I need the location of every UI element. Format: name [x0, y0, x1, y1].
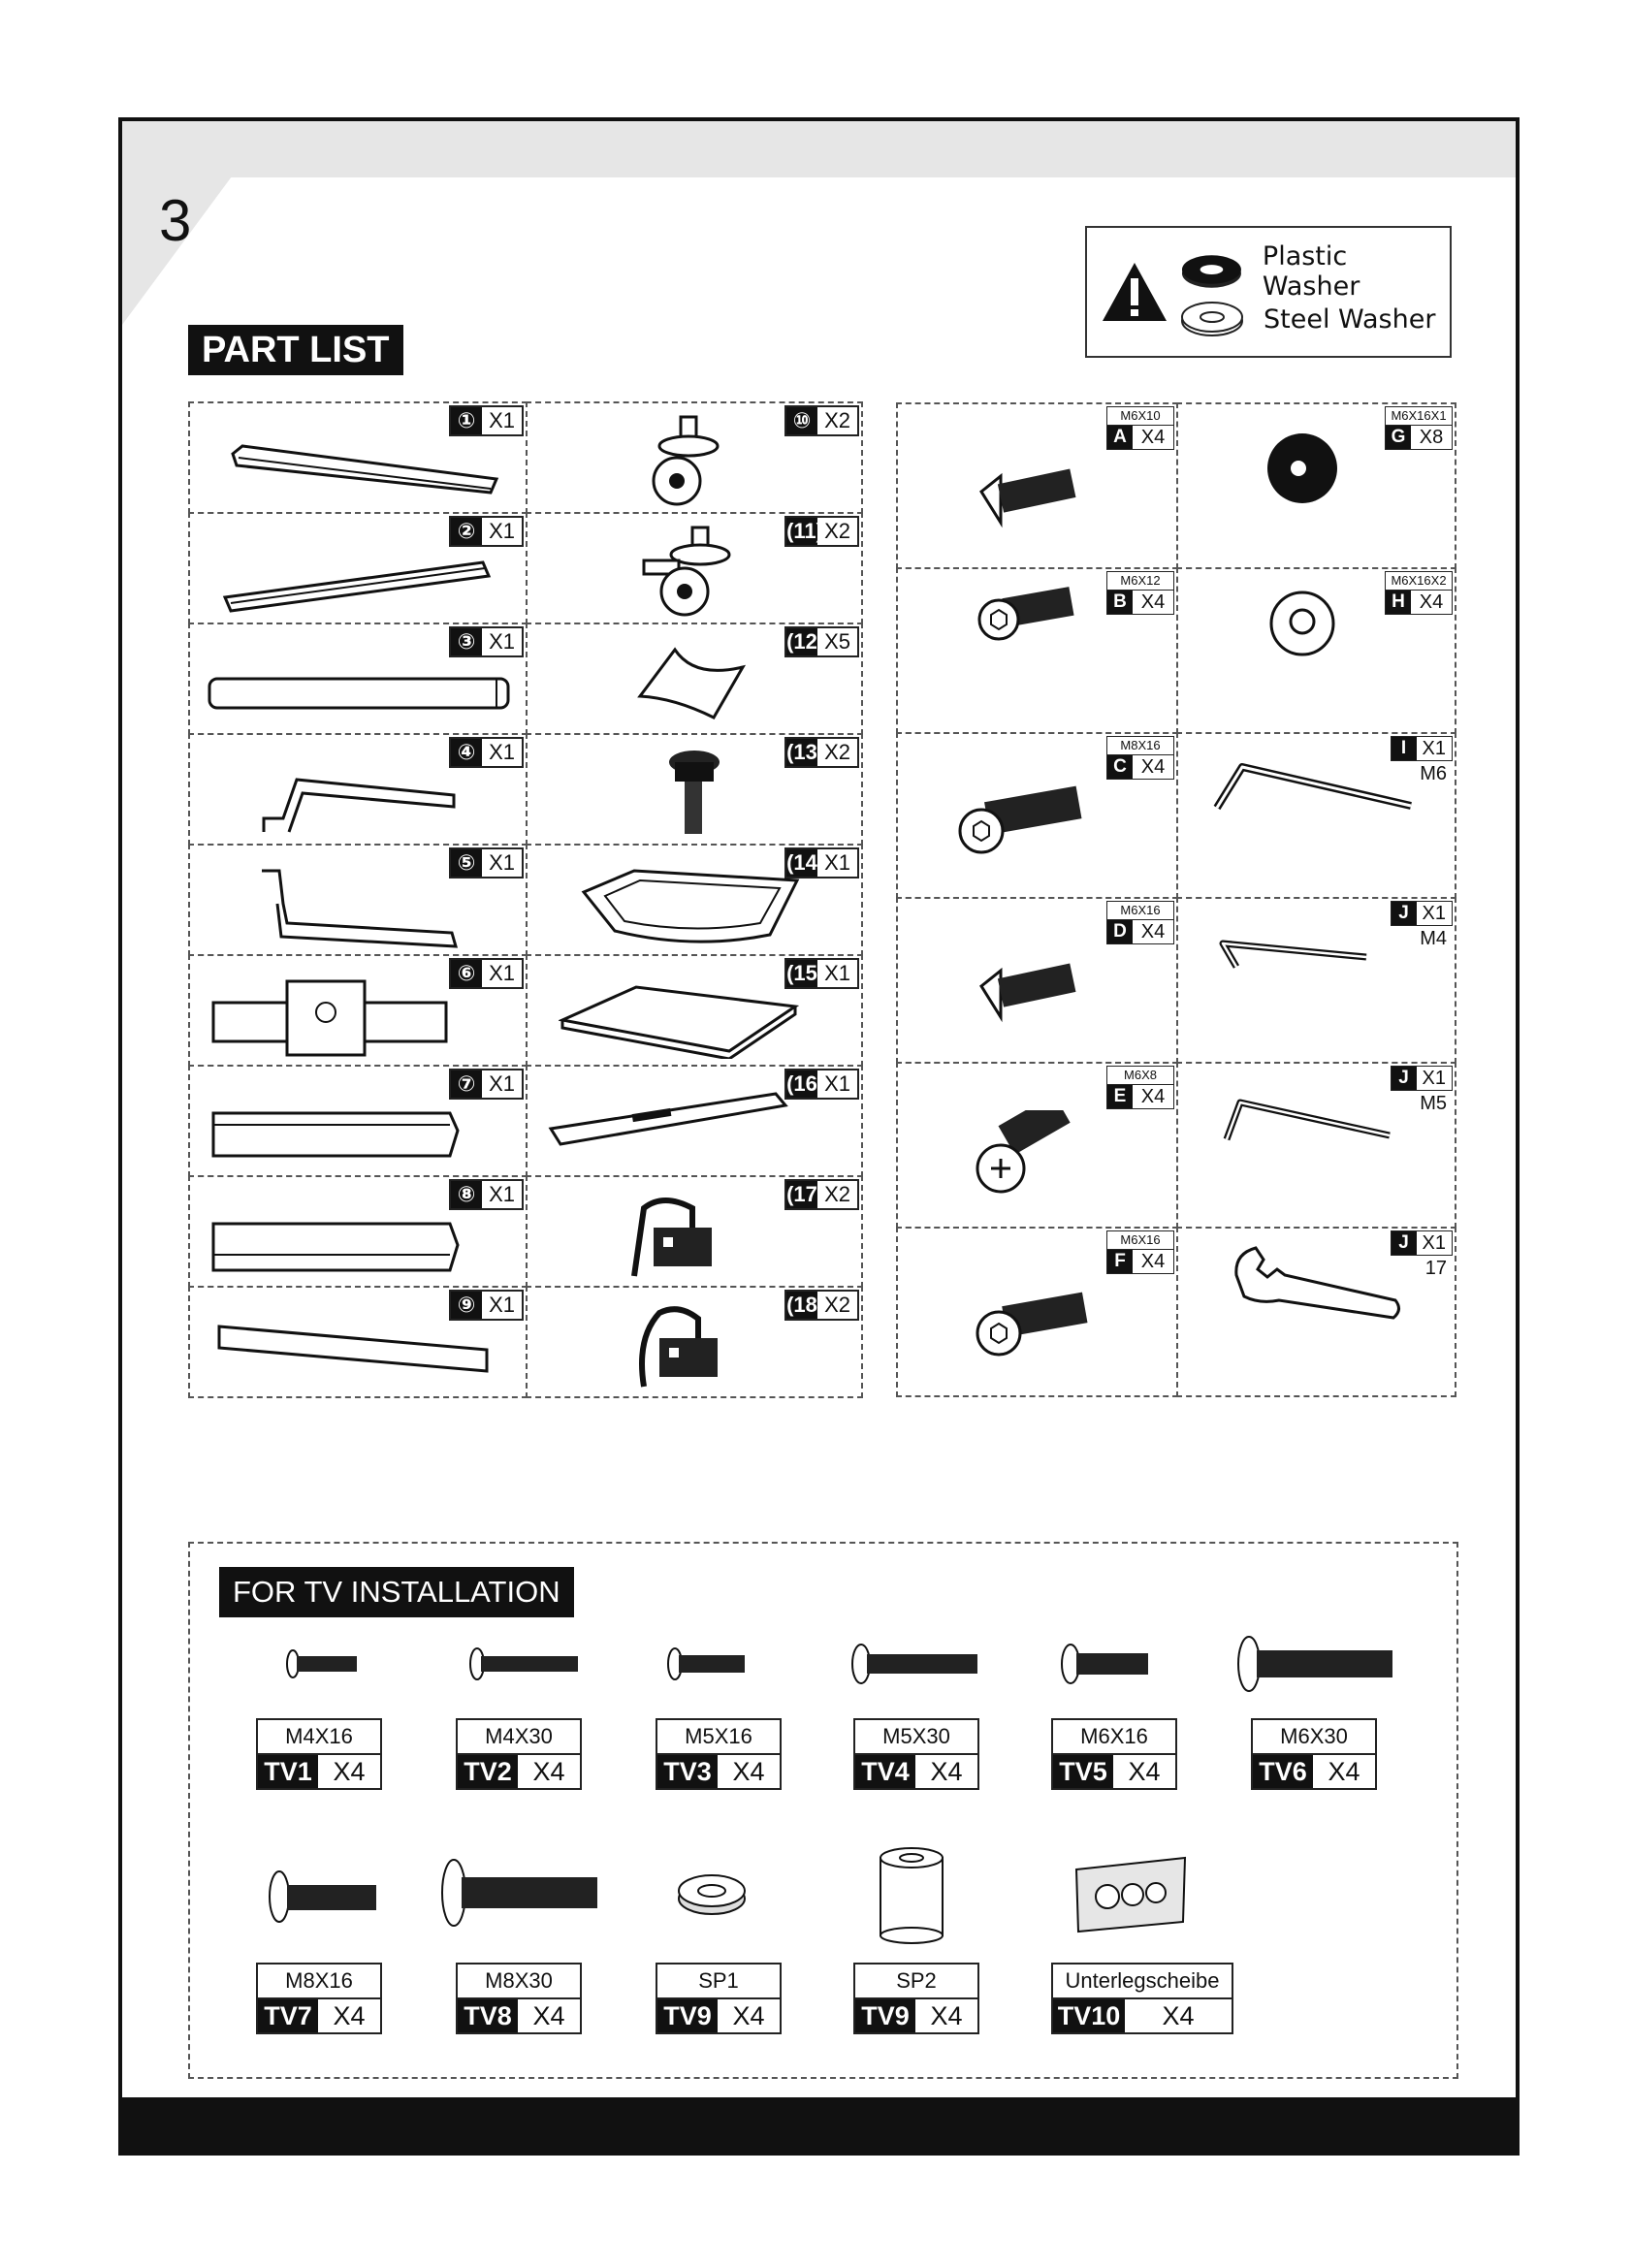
crossbar-icon	[215, 1323, 496, 1385]
tv-part-code: TV5	[1053, 1755, 1113, 1788]
part-qty: X1	[824, 850, 850, 875]
part-cell	[526, 954, 863, 1067]
tv-part-qty: X4	[1162, 2001, 1195, 2030]
hardware-tag	[1106, 571, 1174, 615]
part-tag	[784, 1179, 859, 1210]
tool-letter: J	[1392, 1067, 1417, 1090]
header-band	[122, 121, 1516, 177]
hardware-spec: M6X12	[1107, 572, 1173, 591]
part-grid-left	[188, 401, 863, 1396]
hardware-tag	[1385, 571, 1453, 615]
part-list-title: PART LIST	[188, 325, 403, 375]
part-tag	[784, 737, 859, 768]
tool-size: M6	[1420, 763, 1447, 784]
tv-part-spec: M6X30	[1251, 1718, 1377, 1753]
rail-bar-icon	[221, 549, 493, 626]
tv-screw-icon	[438, 1856, 603, 1930]
part-qty: X1	[489, 850, 515, 875]
page-number: 3	[159, 188, 192, 253]
part-qty: X2	[824, 1293, 850, 1317]
wrench-icon	[1231, 1240, 1405, 1327]
tv-part-label	[256, 1963, 382, 2034]
tv-part-label	[456, 1718, 582, 1790]
hardware-letter: H	[1386, 591, 1411, 614]
steel-washer-icon	[1180, 300, 1244, 338]
hardware-qty: X4	[1419, 591, 1444, 613]
part-tag	[449, 737, 524, 768]
tv-part-code: TV3	[657, 1755, 718, 1788]
tv-screw-icon	[1057, 1641, 1154, 1687]
plastic-washer-icon	[1264, 430, 1341, 507]
cable-clip-icon	[636, 640, 752, 723]
hex-key-icon	[1217, 918, 1372, 976]
part-qty: X1	[489, 519, 515, 543]
hardware-qty: X4	[1140, 591, 1166, 613]
spacer-ring-icon	[675, 1869, 749, 1918]
part-qty: X1	[824, 961, 850, 985]
bracket-icon	[258, 865, 471, 952]
part-number: (12)	[786, 629, 825, 654]
tv-installation-title: FOR TV INSTALLATION	[219, 1567, 574, 1617]
hardware-spec: M6X8	[1107, 1067, 1173, 1085]
tv-screw-icon	[283, 1646, 361, 1681]
tv-part-label	[1051, 1718, 1177, 1790]
tray-icon	[576, 863, 809, 950]
tv-part-label	[1251, 1718, 1377, 1790]
part-tag	[449, 516, 524, 547]
part-qty: X1	[489, 1293, 515, 1317]
part-cell	[526, 1065, 863, 1177]
part-number: ⑦	[451, 1070, 482, 1098]
part-qty: X5	[824, 629, 850, 654]
plastic-washer-icon	[1180, 252, 1243, 291]
tool-qty: X1	[1422, 738, 1446, 759]
part-number: ②	[451, 518, 482, 545]
part-number: (17)	[786, 1182, 825, 1206]
perforated-arm-icon	[209, 1105, 462, 1167]
part-cell	[526, 733, 863, 846]
tv-part-code: TV8	[458, 1999, 518, 2032]
tv-part-label	[853, 1963, 979, 2034]
hardware-cell	[1176, 1227, 1456, 1397]
part-cell	[188, 1286, 528, 1398]
rail-bar-icon	[229, 432, 500, 510]
tool-size: 17	[1424, 1258, 1447, 1279]
part-tag	[449, 958, 524, 989]
part-tag	[784, 626, 859, 657]
part-tag	[784, 1069, 859, 1100]
part-cell	[526, 1175, 863, 1288]
tv-part-qty: X4	[732, 2001, 765, 2030]
tool-tag	[1391, 1066, 1453, 1115]
part-qty: X1	[489, 629, 515, 654]
hardware-letter: A	[1107, 426, 1133, 449]
locking-caster-icon	[640, 524, 747, 621]
tv-part-spec: M8X30	[456, 1963, 582, 1997]
page-corner	[122, 121, 272, 325]
hardware-letter: F	[1107, 1250, 1133, 1273]
tv-part-spec: M4X30	[456, 1718, 582, 1753]
plastic-washer-label: Plastic Washer	[1262, 241, 1360, 302]
part-number: ⑨	[451, 1292, 482, 1319]
part-tag	[449, 1069, 524, 1100]
part-tag	[449, 1290, 524, 1321]
part-qty: X2	[824, 408, 850, 432]
countersunk-screw-icon	[977, 957, 1084, 1025]
hardware-qty: X8	[1419, 427, 1444, 448]
part-cell	[188, 401, 528, 514]
tv-part-qty: X4	[333, 1757, 366, 1786]
hardware-letter: D	[1107, 920, 1133, 943]
part-qty: X1	[489, 408, 515, 432]
part-number: ④	[451, 739, 482, 766]
tool-tag	[1391, 901, 1453, 950]
part-cell	[188, 844, 528, 956]
part-number: ⑤	[451, 849, 482, 877]
tv-part-spec: Unterlegscheibe	[1051, 1963, 1233, 1997]
tv-part-qty: X4	[732, 1757, 765, 1786]
tv-part-label	[456, 1963, 582, 2034]
tool-qty: X1	[1422, 903, 1446, 924]
part-number: (14)	[786, 850, 825, 875]
tv-part-code: TV4	[855, 1755, 915, 1788]
tv-screw-icon	[848, 1641, 983, 1687]
hardware-spec: M6X16	[1107, 902, 1173, 920]
part-qty: X2	[824, 740, 850, 764]
hardware-cell	[896, 1227, 1178, 1397]
tv-part-label	[256, 1718, 382, 1790]
hardware-tag	[1106, 736, 1174, 780]
hex-key-icon	[1221, 1081, 1395, 1149]
thumb-screw-icon	[656, 745, 733, 842]
tool-qty: X1	[1422, 1232, 1446, 1254]
spacer-cylinder-icon	[875, 1844, 948, 1945]
hardware-spec: M6X10	[1107, 407, 1173, 426]
hardware-spec: M6X16X2	[1386, 572, 1452, 591]
mount-plate-icon	[209, 974, 452, 1065]
tv-part-code: TV1	[258, 1755, 318, 1788]
tube-icon	[206, 673, 516, 716]
part-cell	[188, 1065, 528, 1177]
tv-part-label	[853, 1718, 979, 1790]
tv-part-qty: X4	[532, 2001, 565, 2030]
part-number: ⑧	[451, 1181, 482, 1208]
warning-icon	[1101, 261, 1168, 323]
hardware-tag	[1106, 1066, 1174, 1109]
hardware-cell	[1176, 732, 1456, 899]
footer-bar	[122, 2097, 1516, 2152]
plastic-washer-row	[1180, 241, 1450, 302]
tool-letter: J	[1392, 1231, 1417, 1255]
tv-screw-icon	[465, 1645, 582, 1683]
part-qty: X1	[489, 1071, 515, 1096]
steel-washer-label: Steel Washer	[1264, 303, 1436, 335]
tool-letter: I	[1392, 737, 1417, 760]
tv-part-spec: SP2	[853, 1963, 979, 1997]
part-tag	[784, 405, 859, 436]
hardware-letter: B	[1107, 591, 1133, 614]
tv-part-label	[656, 1963, 782, 2034]
part-cell	[188, 954, 528, 1067]
part-tag	[784, 516, 859, 547]
steel-washer-row	[1180, 300, 1435, 338]
part-cell	[188, 512, 528, 624]
part-cell	[526, 512, 863, 624]
shelf-icon	[559, 977, 801, 1059]
tv-part-spec: M5X16	[656, 1718, 782, 1753]
phillips-screw-icon	[974, 1110, 1080, 1198]
tv-part-spec: M5X30	[853, 1718, 979, 1753]
part-number: ③	[451, 628, 482, 655]
washer-warning-box	[1085, 226, 1452, 358]
clamp-icon	[624, 1189, 731, 1286]
hardware-cell	[896, 567, 1178, 734]
tv-part-label	[656, 1718, 782, 1790]
hardware-qty: X4	[1140, 1086, 1166, 1107]
part-tag	[449, 626, 524, 657]
tv-installation-box	[188, 1542, 1458, 2079]
part-qty: X1	[824, 1071, 850, 1096]
tv-part-spec: M4X16	[256, 1718, 382, 1753]
part-cell	[526, 623, 863, 735]
part-number: ⑥	[451, 960, 482, 987]
hardware-letter: C	[1107, 755, 1133, 779]
hardware-qty: X4	[1140, 756, 1166, 778]
part-tag	[449, 1179, 524, 1210]
tv-screw-icon	[1233, 1633, 1398, 1695]
hardware-letter: G	[1386, 426, 1411, 449]
hardware-cell	[896, 897, 1178, 1064]
tv-part-qty: X4	[930, 2001, 963, 2030]
hardware-qty: X4	[1140, 921, 1166, 942]
part-number: (16)	[786, 1071, 825, 1096]
hardware-spec: M6X16X1	[1386, 407, 1452, 426]
washer-plate-icon	[1071, 1854, 1191, 1941]
hex-socket-bolt-icon	[976, 1287, 1092, 1364]
part-number: (18)	[786, 1293, 825, 1317]
part-cell	[526, 844, 863, 956]
part-cell	[526, 1286, 863, 1398]
hardware-cell	[1176, 567, 1456, 734]
part-number: ①	[451, 407, 482, 434]
hex-key-icon	[1213, 753, 1417, 821]
hardware-letter: E	[1107, 1085, 1133, 1108]
tv-part-qty: X4	[532, 1757, 565, 1786]
part-cell	[188, 733, 528, 846]
tv-part-label	[1051, 1963, 1233, 2034]
tv-screw-icon	[266, 1868, 382, 1926]
tool-size: M4	[1420, 928, 1447, 949]
tv-part-qty: X4	[930, 1757, 963, 1786]
clamp-icon	[630, 1299, 737, 1396]
part-number: (13)	[786, 740, 825, 764]
part-cell	[526, 401, 863, 514]
caster-wheel-icon	[644, 413, 741, 510]
part-qty: X1	[489, 1182, 515, 1206]
tv-part-code: TV2	[458, 1755, 518, 1788]
hardware-qty: X4	[1140, 427, 1166, 448]
steel-washer-icon	[1265, 589, 1339, 656]
tv-part-code: TV10	[1053, 1999, 1125, 2032]
hardware-cell	[896, 402, 1178, 569]
hex-socket-bolt-icon	[976, 581, 1082, 649]
hardware-tag	[1106, 1230, 1174, 1274]
flat-plate-icon	[547, 1090, 789, 1158]
tv-part-code: TV9	[657, 1999, 718, 2032]
tv-part-code: TV7	[258, 1999, 318, 2032]
tv-part-code: TV9	[855, 1999, 915, 2032]
hardware-spec: M8X16	[1107, 737, 1173, 755]
part-qty: X2	[824, 519, 850, 543]
part-number: (15)	[786, 961, 825, 985]
hardware-cell	[1176, 1062, 1456, 1229]
tv-part-qty: X4	[1128, 1757, 1161, 1786]
part-qty: X2	[824, 1182, 850, 1206]
part-number: (11)	[786, 519, 823, 543]
page-frame	[118, 117, 1520, 2156]
tv-part-qty: X4	[333, 2001, 366, 2030]
tv-part-spec: M6X16	[1051, 1718, 1177, 1753]
hex-socket-bolt-icon	[958, 783, 1084, 860]
tool-qty: X1	[1422, 1068, 1446, 1089]
tv-screw-icon	[663, 1645, 751, 1683]
tool-size: M5	[1420, 1093, 1447, 1114]
countersunk-screw-icon	[977, 463, 1084, 530]
part-qty: X1	[489, 961, 515, 985]
hardware-tag	[1106, 901, 1174, 944]
perforated-arm-icon	[209, 1216, 462, 1278]
part-qty: X1	[489, 740, 515, 764]
part-tag	[784, 1290, 859, 1321]
hardware-spec: M6X16	[1107, 1231, 1173, 1250]
hardware-tag	[1385, 406, 1453, 450]
hardware-qty: X4	[1140, 1251, 1166, 1272]
tv-part-spec: M8X16	[256, 1963, 382, 1997]
part-cell	[188, 623, 528, 735]
tv-part-qty: X4	[1328, 1757, 1360, 1786]
hardware-grid	[896, 402, 1456, 1397]
hardware-cell	[1176, 402, 1456, 569]
part-cell	[188, 1175, 528, 1288]
hardware-cell	[896, 1062, 1178, 1229]
part-number: ⑩	[786, 407, 817, 434]
tool-letter: J	[1392, 902, 1417, 925]
tv-part-spec: SP1	[656, 1963, 782, 1997]
hardware-tag	[1106, 406, 1174, 450]
bracket-icon	[260, 772, 464, 840]
hardware-cell	[1176, 897, 1456, 1064]
tv-part-code: TV6	[1253, 1755, 1313, 1788]
hardware-cell	[896, 732, 1178, 899]
